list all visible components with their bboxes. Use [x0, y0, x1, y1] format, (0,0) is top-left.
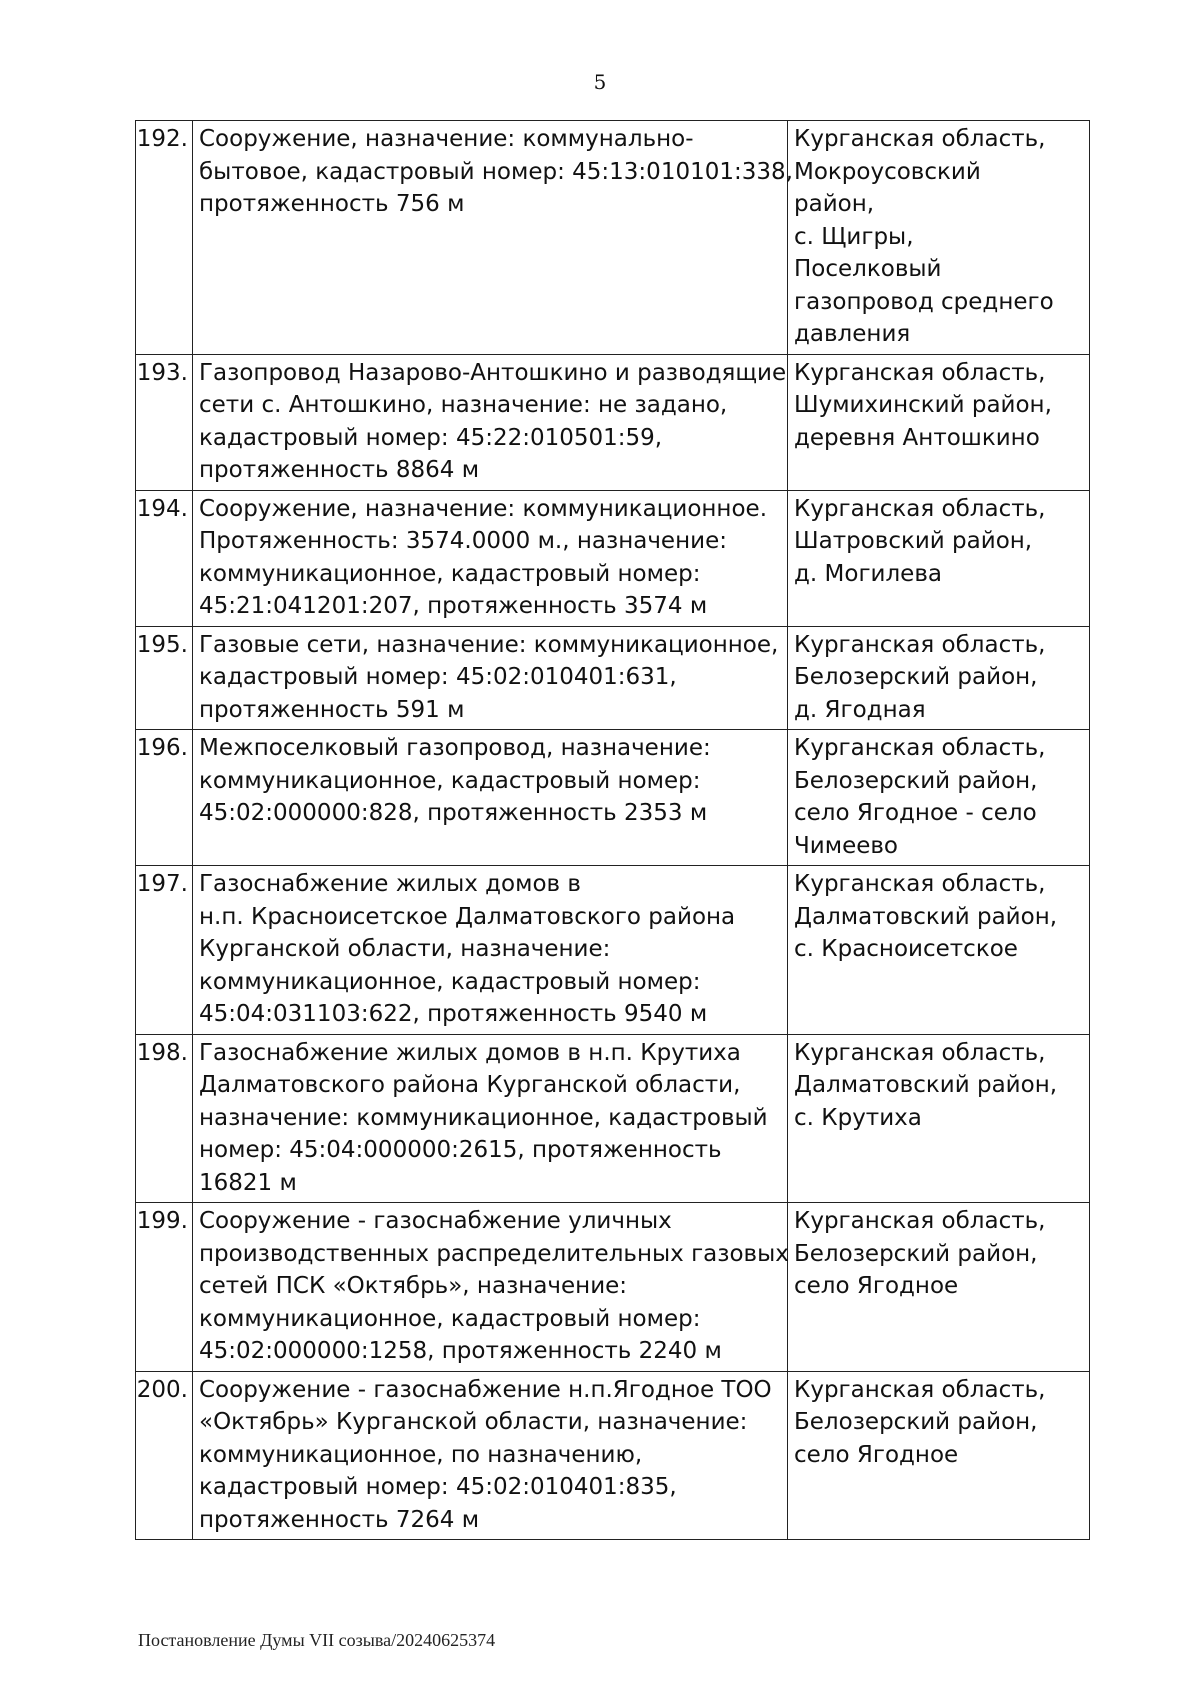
table-row [136, 626, 1090, 730]
object-description [193, 1203, 788, 1372]
description-line: Газопровод Назарово-Антошкино и разводящие [199, 359, 787, 386]
description-line: Межпоселковый газопровод, назначение: [199, 735, 711, 761]
row-number: 193. [136, 354, 193, 490]
description-line: коммуникационное, кадастровый номер: [199, 560, 701, 587]
object-description [193, 626, 788, 730]
object-address [788, 1203, 1090, 1372]
row-number: 195. [136, 626, 193, 730]
address-line: село Ягодное [794, 1273, 959, 1299]
description-line: 45:21:041201:207, протяженность 3574 м [199, 593, 708, 619]
document-footer: Постановление Думы VII созыва/20240625374 [138, 1630, 496, 1650]
property-table [135, 120, 1090, 1540]
address-line: район, [794, 191, 875, 217]
address-line: Далматовский район, [794, 903, 1058, 930]
address-line: Курганская область, [794, 871, 1046, 897]
description-line: Сооружение, назначение: коммуникационное. [199, 495, 768, 522]
address-line: газопровод среднего [794, 288, 1054, 315]
object-description [193, 1371, 788, 1540]
table-row [136, 354, 1090, 490]
description-line: коммуникационное, кадастровый номер: [199, 1305, 701, 1332]
description-line: протяженность 8864 м [199, 457, 480, 483]
address-line: Поселковый [794, 256, 942, 282]
address-line: Курганская область, [794, 735, 1046, 761]
object-address [788, 121, 1090, 355]
object-address [788, 490, 1090, 626]
object-address [788, 730, 1090, 866]
address-line: Белозерский район, [794, 1240, 1038, 1267]
address-line: Курганская область, [794, 126, 1046, 152]
table-row [136, 1371, 1090, 1540]
description-line: протяженность 756 м [199, 191, 465, 217]
table-row [136, 1034, 1090, 1203]
object-description [193, 354, 788, 490]
object-address [788, 1371, 1090, 1540]
address-line: д. Ягодная [794, 696, 926, 723]
object-description [193, 866, 788, 1035]
description-line: «Октябрь» Курганской области, назначение: [199, 1409, 748, 1435]
description-line: Курганской области, назначение: [199, 936, 611, 962]
description-line: кадастровый номер: 45:02:010401:835, [199, 1474, 677, 1500]
description-line: кадастровый номер: 45:22:010501:59, [199, 424, 663, 451]
address-line: Мокроусовский [794, 158, 981, 185]
description-line: коммуникационное, по назначению, [199, 1441, 643, 1468]
object-address [788, 866, 1090, 1035]
description-line: сетей ПСК «Октябрь», назначение: [199, 1273, 628, 1299]
description-line: Газовые сети, назначение: коммуникационное, [199, 631, 779, 658]
table-row [136, 866, 1090, 1035]
address-line: Чимеево [794, 832, 898, 859]
object-description [193, 1034, 788, 1203]
address-line: село Ягодное [794, 1441, 959, 1468]
address-line: Курганская область, [794, 1376, 1046, 1403]
address-line: Курганская область, [794, 1208, 1046, 1234]
row-number: 197. [136, 866, 193, 1035]
address-line: Курганская область, [794, 359, 1046, 386]
page-number: 5 [593, 70, 607, 94]
description-line: протяженность 7264 м [199, 1506, 480, 1533]
row-number: 192. [136, 121, 193, 355]
row-number: 199. [136, 1203, 193, 1372]
object-address [788, 626, 1090, 730]
description-line: Протяженность: 3574.0000 м., назначение: [199, 528, 727, 554]
description-line: коммуникационное, кадастровый номер: [199, 968, 701, 995]
address-line: Белозерский район, [794, 767, 1038, 794]
description-line: 45:02:000000:828, протяженность 2353 м [199, 800, 708, 826]
description-line: сети с. Антошкино, назначение: не задано, [199, 392, 728, 418]
address-line: Курганская область, [794, 495, 1046, 522]
description-line: назначение: коммуникационное, кадастровый [199, 1104, 768, 1131]
address-line: Курганская область, [794, 1039, 1046, 1066]
description-line: Сооружение, назначение: коммунально- [199, 126, 694, 152]
description-line: производственных распределительных газовых [199, 1240, 789, 1267]
description-line: протяженность 591 м [199, 696, 465, 723]
address-line: с. Красноисетское [794, 936, 1018, 962]
object-description [193, 121, 793, 355]
description-line: 45:04:031103:622, протяженность 9540 м [199, 1001, 708, 1027]
address-line: село Ягодное - село [794, 800, 1037, 826]
description-line: номер: 45:04:000000:2615, протяженность [199, 1137, 722, 1163]
description-line: коммуникационное, кадастровый номер: [199, 767, 701, 794]
object-address [788, 1034, 1090, 1203]
object-description [193, 490, 788, 626]
address-line: Курганская область, [794, 631, 1046, 658]
address-line: Белозерский район, [794, 664, 1038, 690]
description-line: бытовое, кадастровый номер: 45:13:010101:338, [199, 158, 793, 185]
description-line: Сооружение - газоснабжение уличных [199, 1208, 672, 1234]
description-line: 45:02:000000:1258, протяженность 2240 м [199, 1338, 722, 1364]
description-line: 16821 м [199, 1169, 297, 1196]
address-line: Далматовский район, [794, 1072, 1058, 1098]
table-row [136, 1203, 1090, 1372]
description-line: н.п. Красноисетское Далматовского района [199, 903, 736, 930]
row-number: 194. [136, 490, 193, 626]
description-line: Газоснабжение жилых домов в [199, 871, 581, 897]
row-number: 196. [136, 730, 193, 866]
object-description [193, 730, 788, 866]
description-line: Сооружение - газоснабжение н.п.Ягодное ТОО [199, 1376, 772, 1403]
description-line: Газоснабжение жилых домов в н.п. Крутиха [199, 1039, 741, 1066]
address-line: Шатровский район, [794, 528, 1033, 554]
address-line: с. Крутиха [794, 1104, 922, 1131]
address-line: д. Могилева [794, 560, 942, 587]
table-row [136, 121, 1090, 355]
address-line: Шумихинский район, [794, 392, 1052, 418]
description-line: кадастровый номер: 45:02:010401:631, [199, 664, 677, 690]
table-row [136, 490, 1090, 626]
row-number: 200. [136, 1371, 193, 1540]
address-line: давления [794, 321, 911, 347]
address-line: с. Щигры, [794, 223, 914, 250]
description-line: Далматовского района Курганской области, [199, 1072, 741, 1098]
table-body [136, 121, 1090, 1540]
row-number: 198. [136, 1034, 193, 1203]
address-line: деревня Антошкино [794, 424, 1040, 451]
table-row [136, 730, 1090, 866]
address-line: Белозерский район, [794, 1409, 1038, 1435]
object-address [788, 354, 1090, 490]
